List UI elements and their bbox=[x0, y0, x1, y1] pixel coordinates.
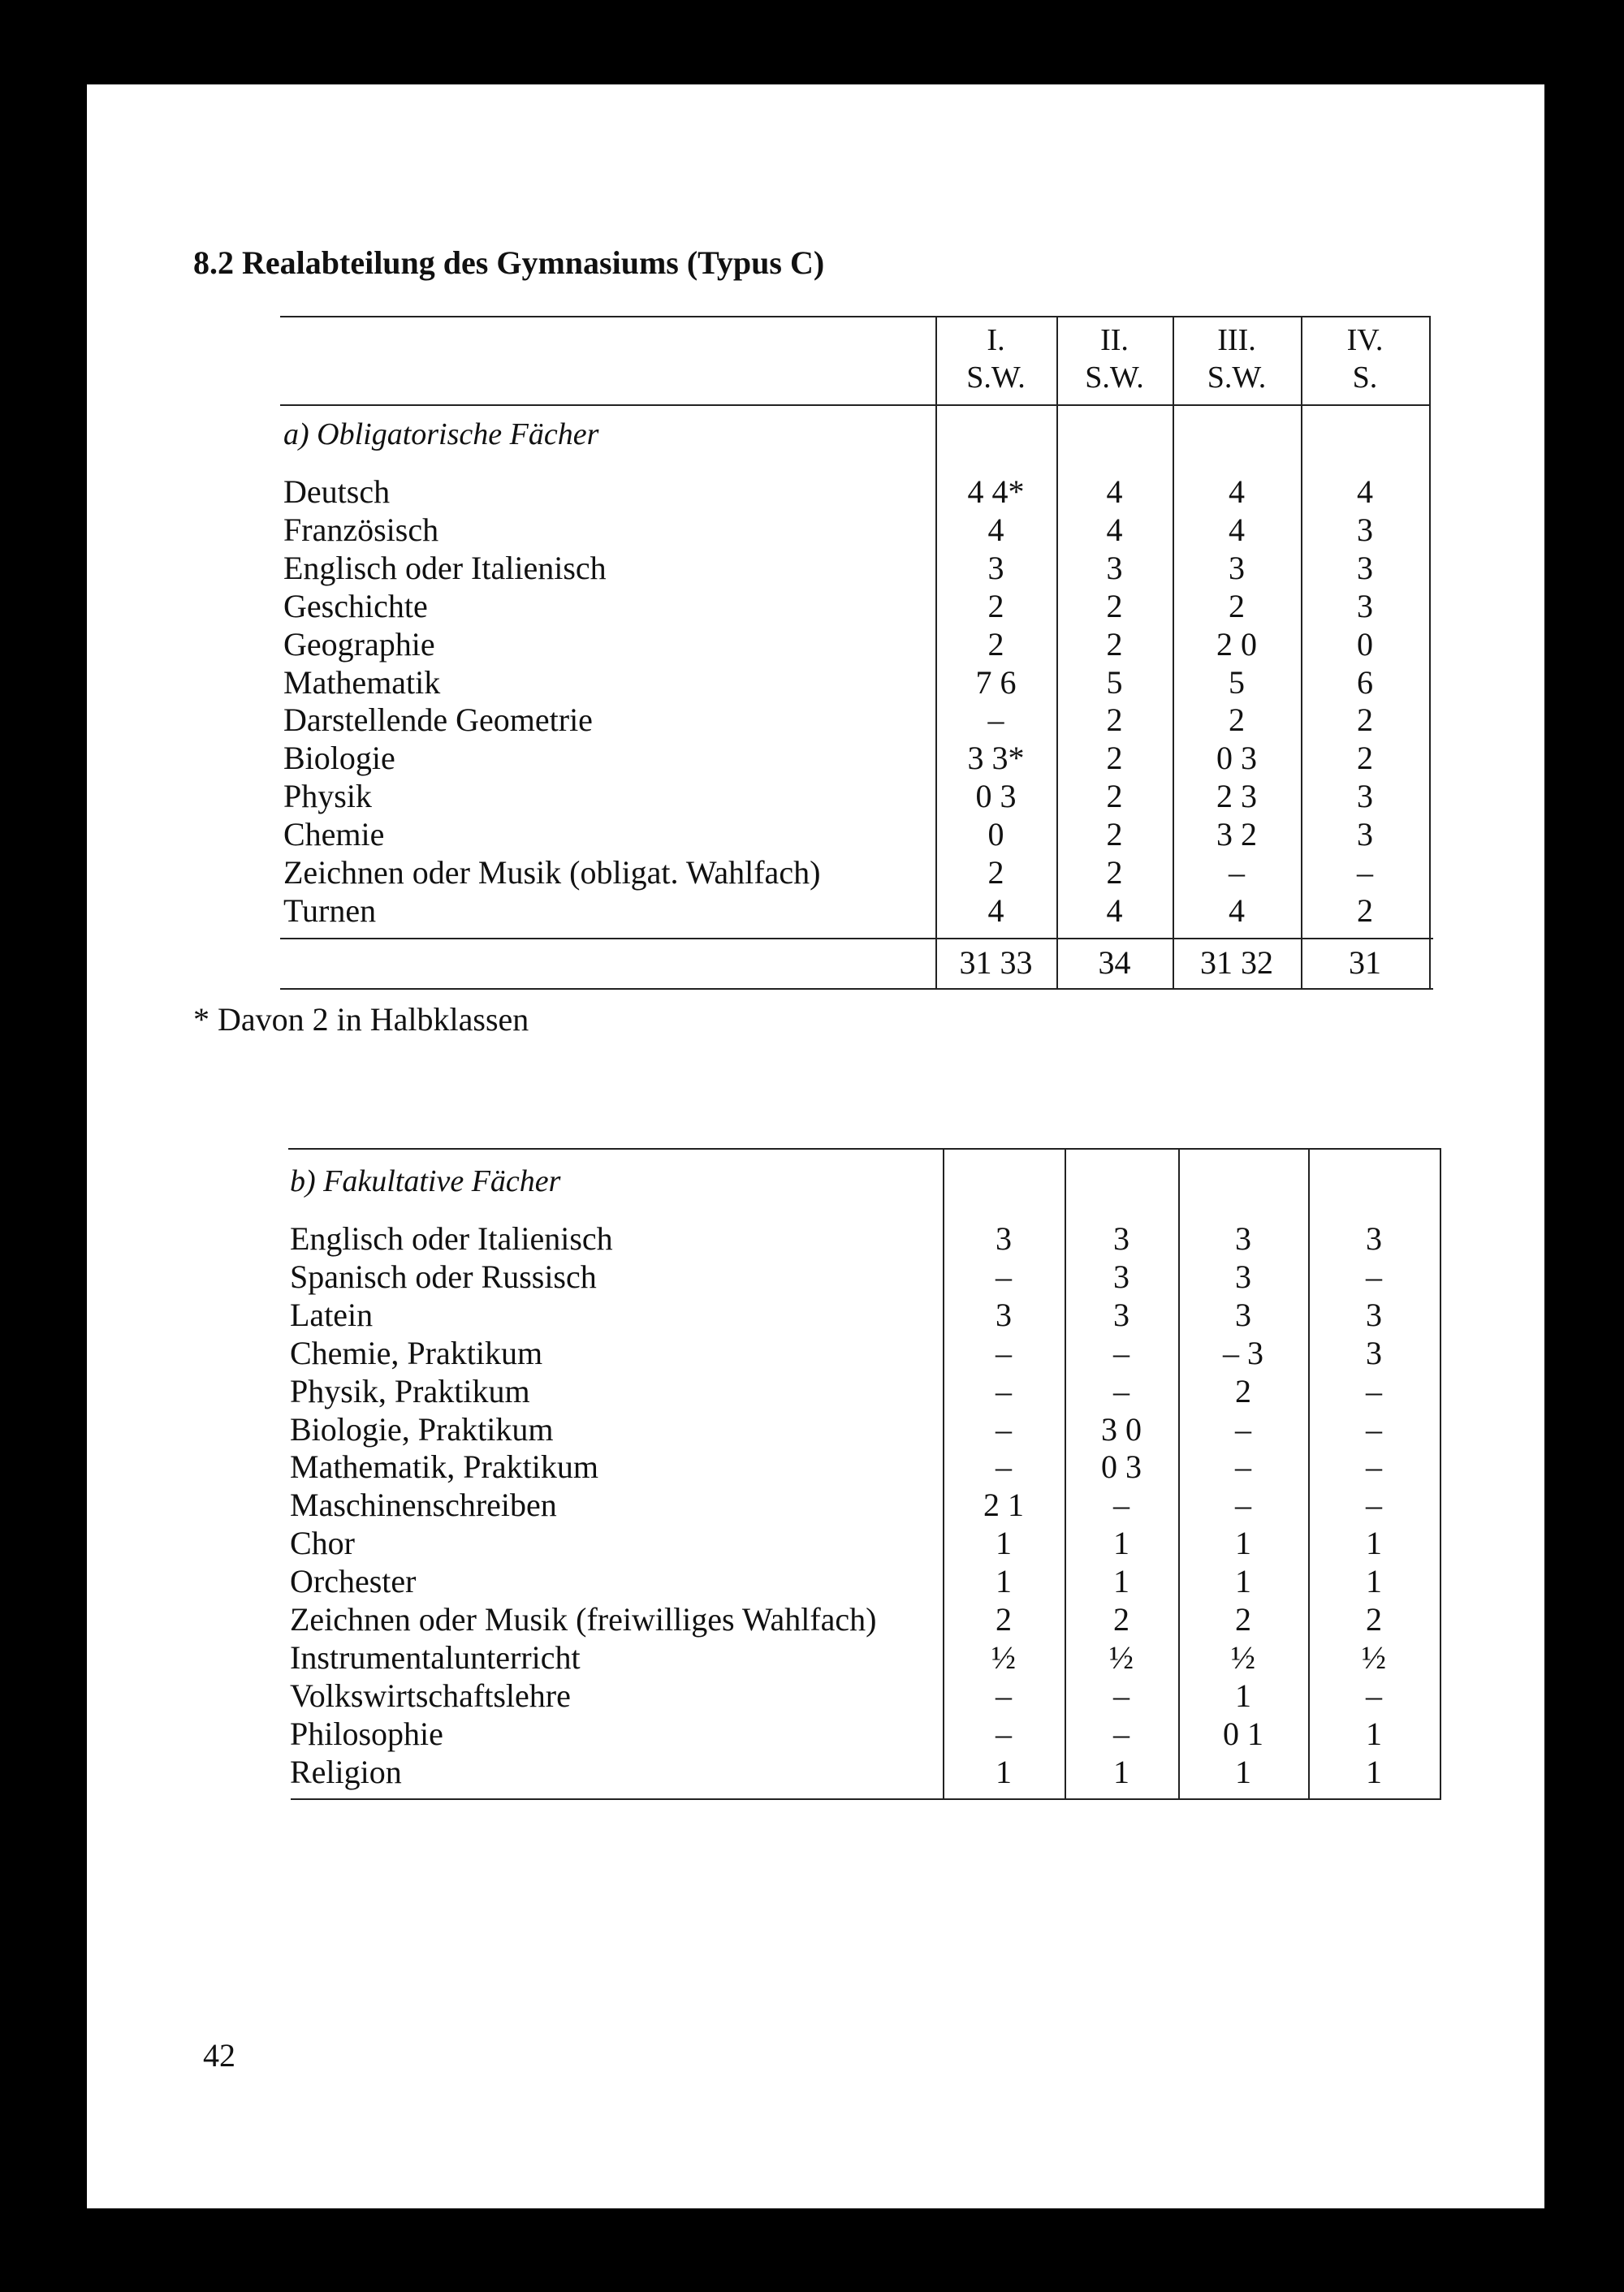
table-cell: 3 bbox=[996, 1296, 1012, 1333]
row-label: Geschichte bbox=[283, 587, 428, 624]
row-label: Mathematik, Praktikum bbox=[290, 1448, 598, 1486]
table-cell: 1 bbox=[1113, 1753, 1129, 1790]
table-cell: 2 bbox=[987, 854, 1004, 891]
table-cell: 3 bbox=[1235, 1258, 1251, 1295]
row-label: Spanisch oder Russisch bbox=[290, 1258, 597, 1295]
table-cell: 2 bbox=[987, 587, 1004, 624]
table-cell: – bbox=[996, 1410, 1012, 1448]
table-cell: 1 bbox=[1235, 1677, 1251, 1714]
row-label: Physik, Praktikum bbox=[290, 1372, 530, 1409]
table-cell: 2 1 bbox=[983, 1487, 1024, 1524]
table-top-rule bbox=[288, 1148, 1441, 1150]
table-cell: 3 bbox=[1235, 1296, 1251, 1333]
table-cell: 3 bbox=[1357, 511, 1373, 548]
table-top-rule bbox=[280, 316, 1429, 317]
table-cell: 1 bbox=[1366, 1563, 1382, 1600]
row-label: Biologie, Praktikum bbox=[290, 1410, 554, 1448]
table-cell: 1 bbox=[996, 1753, 1012, 1790]
table-cell: 1 bbox=[1366, 1715, 1382, 1752]
row-label: Englisch oder Italienisch bbox=[290, 1220, 613, 1257]
table-cell: 3 bbox=[1113, 1220, 1129, 1257]
table-cell: 3 bbox=[1113, 1258, 1129, 1295]
table-cell: 0 bbox=[1357, 625, 1373, 663]
column-divider bbox=[1440, 1148, 1441, 1800]
sum-top-rule bbox=[280, 938, 1433, 939]
table-cell: ½ bbox=[1109, 1638, 1134, 1676]
table-cell: 0 1 bbox=[1223, 1715, 1263, 1752]
table-cell: 2 bbox=[1106, 625, 1123, 663]
table-cell: 3 3* bbox=[967, 740, 1025, 777]
table-cell: 1 bbox=[1366, 1525, 1382, 1562]
table-cell: 3 bbox=[1357, 816, 1373, 853]
table-cell: 3 2 bbox=[1216, 816, 1257, 853]
table-cell: 3 bbox=[1106, 549, 1123, 586]
table-cell: – bbox=[1235, 1487, 1251, 1524]
table-cell: ½ bbox=[991, 1638, 1016, 1676]
table-cell: 2 bbox=[1229, 587, 1245, 624]
table-cell: – bbox=[987, 701, 1004, 739]
table-cell: – bbox=[996, 1334, 1012, 1371]
header-rule bbox=[280, 404, 1429, 406]
table-cell: 2 bbox=[1229, 701, 1245, 739]
table-cell: 3 bbox=[1357, 778, 1373, 815]
table-cell: 1 bbox=[1235, 1753, 1251, 1790]
page-number: 42 bbox=[203, 2037, 235, 2074]
table-cell: – bbox=[1113, 1372, 1129, 1409]
table-cell: 2 bbox=[996, 1601, 1012, 1638]
row-label: Latein bbox=[290, 1296, 374, 1333]
table-cell: 1 bbox=[996, 1563, 1012, 1600]
table-cell: 5 bbox=[1106, 663, 1123, 701]
row-label: Chemie, Praktikum bbox=[290, 1334, 543, 1371]
table-cell: 4 bbox=[1106, 473, 1123, 510]
row-label: Orchester bbox=[290, 1563, 417, 1600]
page-title: 8.2 Realabteilung des Gymnasiums (Typus C) bbox=[193, 244, 825, 281]
row-label: Französisch bbox=[283, 511, 439, 548]
table-cell: 4 bbox=[987, 511, 1004, 548]
sum-cell: 31 bbox=[1349, 944, 1381, 981]
table-cell: 2 bbox=[1366, 1601, 1382, 1638]
table-cell: 2 bbox=[1357, 701, 1373, 739]
row-label: Chemie bbox=[283, 816, 385, 853]
table-cell: 2 bbox=[1106, 740, 1123, 777]
table-cell: 0 3 bbox=[1101, 1448, 1142, 1486]
table-cell: 4 bbox=[1106, 511, 1123, 548]
table-cell: – bbox=[1113, 1715, 1129, 1752]
table-cell: 4 bbox=[1106, 891, 1123, 929]
table-cell: 2 0 bbox=[1216, 625, 1257, 663]
row-label: Religion bbox=[290, 1753, 402, 1790]
table-cell: 0 3 bbox=[975, 778, 1017, 815]
table-cell: – 3 bbox=[1223, 1334, 1263, 1371]
row-label: Geographie bbox=[283, 625, 435, 663]
table-cell: 2 bbox=[1235, 1372, 1251, 1409]
table-bottom-rule bbox=[280, 988, 1433, 990]
row-label: Maschinenschreiben bbox=[290, 1487, 557, 1524]
table-bottom-rule bbox=[291, 1798, 1441, 1800]
table-cell: 1 bbox=[996, 1525, 1012, 1562]
table-cell: – bbox=[996, 1715, 1012, 1752]
table-cell: 1 bbox=[1235, 1563, 1251, 1600]
table-cell: 2 bbox=[1357, 740, 1373, 777]
table-cell: 3 bbox=[1357, 587, 1373, 624]
row-label: Zeichnen oder Musik (freiwilliges Wahlfach) bbox=[290, 1601, 877, 1638]
table-cell: – bbox=[1366, 1677, 1382, 1714]
table-cell: – bbox=[1366, 1410, 1382, 1448]
column-header: III. S.W. bbox=[1207, 323, 1267, 395]
row-label: Mathematik bbox=[283, 663, 441, 701]
table-cell: 3 bbox=[1357, 549, 1373, 586]
row-label: Deutsch bbox=[283, 473, 391, 510]
table-cell: – bbox=[996, 1677, 1012, 1714]
table-cell: 2 bbox=[1106, 701, 1123, 739]
table-cell: – bbox=[1366, 1372, 1382, 1409]
table-cell: 3 bbox=[987, 549, 1004, 586]
column-header: II. S.W. bbox=[1085, 323, 1144, 395]
table-cell: 1 bbox=[1235, 1525, 1251, 1562]
table-cell: 2 bbox=[1235, 1601, 1251, 1638]
table-cell: 2 bbox=[1357, 891, 1373, 929]
row-label: Zeichnen oder Musik (obligat. Wahlfach) bbox=[283, 854, 821, 891]
column-divider bbox=[1429, 316, 1431, 990]
table-cell: 2 bbox=[1113, 1601, 1129, 1638]
table-cell: 4 bbox=[987, 891, 1004, 929]
row-label: Biologie bbox=[283, 740, 395, 777]
table-cell: 3 bbox=[1366, 1334, 1382, 1371]
sum-cell: 31 33 bbox=[959, 944, 1033, 981]
table-cell: 3 bbox=[1113, 1296, 1129, 1333]
table-cell: 2 bbox=[1106, 587, 1123, 624]
table-cell: – bbox=[996, 1258, 1012, 1295]
table-cell: 2 bbox=[987, 625, 1004, 663]
sum-cell: 34 bbox=[1098, 944, 1131, 981]
sum-cell: 31 32 bbox=[1200, 944, 1273, 981]
table-cell: – bbox=[996, 1448, 1012, 1486]
table-cell: 3 bbox=[1366, 1296, 1382, 1333]
table-cell: 4 bbox=[1229, 891, 1245, 929]
table-cell: 6 bbox=[1357, 663, 1373, 701]
table-cell: 2 bbox=[1106, 778, 1123, 815]
table-cell: – bbox=[1366, 1487, 1382, 1524]
table-cell: – bbox=[1357, 854, 1373, 891]
row-label: Darstellende Geometrie bbox=[283, 701, 593, 739]
row-label: Chor bbox=[290, 1525, 355, 1562]
table-cell: – bbox=[1366, 1258, 1382, 1295]
row-label: Volkswirtschaftslehre bbox=[290, 1677, 571, 1714]
row-label: Instrumentalunterricht bbox=[290, 1638, 581, 1676]
table-cell: 2 bbox=[1106, 854, 1123, 891]
table-cell: 1 bbox=[1113, 1525, 1129, 1562]
column-header: I. S.W. bbox=[966, 323, 1026, 395]
table-cell: 3 bbox=[1366, 1220, 1382, 1257]
table-cell: ½ bbox=[1362, 1638, 1386, 1676]
table-cell: 4 4* bbox=[967, 473, 1025, 510]
table-cell: 3 bbox=[1229, 549, 1245, 586]
table-cell: 7 6 bbox=[975, 663, 1017, 701]
table-cell: – bbox=[1235, 1410, 1251, 1448]
table-cell: 0 3 bbox=[1216, 740, 1257, 777]
table-cell: ½ bbox=[1231, 1638, 1255, 1676]
row-label: Philosophie bbox=[290, 1715, 443, 1752]
table-cell: 1 bbox=[1366, 1753, 1382, 1790]
table-cell: 3 0 bbox=[1101, 1410, 1142, 1448]
table-cell: – bbox=[996, 1372, 1012, 1409]
row-label: Englisch oder Italienisch bbox=[283, 549, 607, 586]
section-heading: a) Obligatorische Fächer bbox=[283, 417, 599, 451]
table-cell: 3 bbox=[1235, 1220, 1251, 1257]
row-label: Physik bbox=[283, 778, 372, 815]
table-cell: – bbox=[1229, 854, 1245, 891]
table-cell: 4 bbox=[1357, 473, 1373, 510]
row-label: Turnen bbox=[283, 891, 377, 929]
column-header: IV. S. bbox=[1346, 323, 1384, 395]
section-heading: b) Fakultative Fächer bbox=[290, 1164, 561, 1198]
document-page bbox=[87, 84, 1544, 2208]
table-cell: 2 bbox=[1106, 816, 1123, 853]
table-cell: 3 bbox=[996, 1220, 1012, 1257]
table-cell: 2 3 bbox=[1216, 778, 1257, 815]
table-cell: 5 bbox=[1229, 663, 1245, 701]
table-cell: 4 bbox=[1229, 473, 1245, 510]
table-cell: – bbox=[1113, 1677, 1129, 1714]
table-cell: – bbox=[1113, 1334, 1129, 1371]
table-cell: – bbox=[1113, 1487, 1129, 1524]
table-cell: 4 bbox=[1229, 511, 1245, 548]
table-cell: – bbox=[1366, 1448, 1382, 1486]
table-cell: 1 bbox=[1113, 1563, 1129, 1600]
table-cell: 0 bbox=[987, 816, 1004, 853]
footnote: * Davon 2 in Halbklassen bbox=[193, 1001, 529, 1038]
table-cell: – bbox=[1235, 1448, 1251, 1486]
